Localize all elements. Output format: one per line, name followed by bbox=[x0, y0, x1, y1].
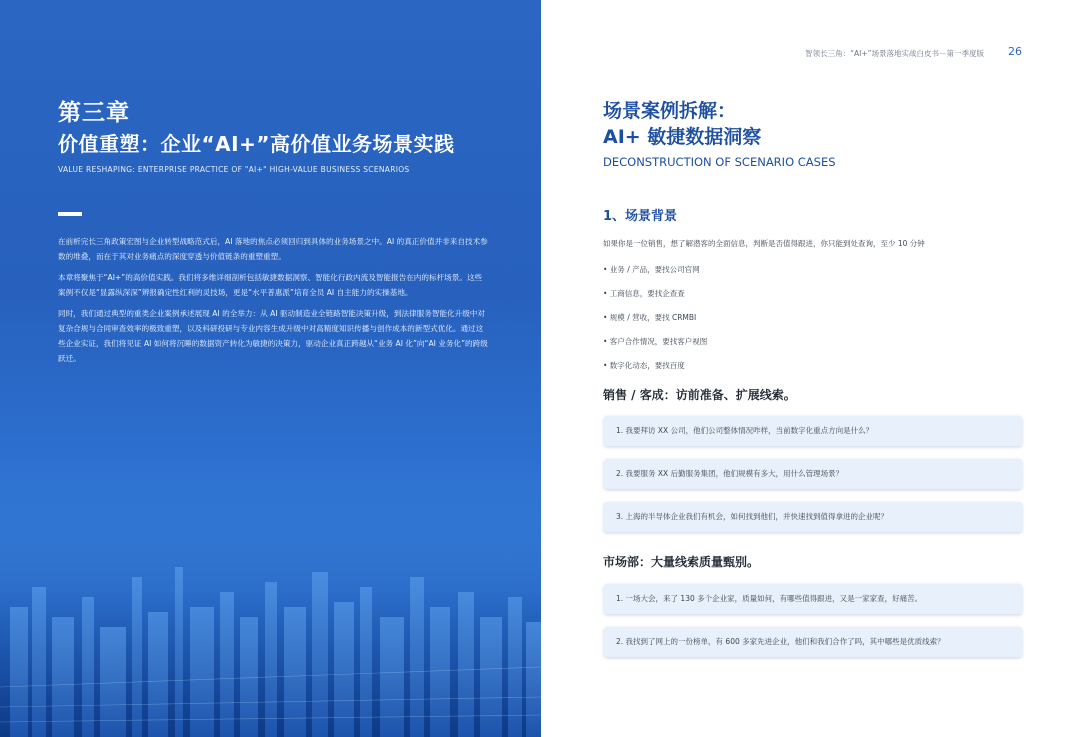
list-item: • 规模 / 营收，要找 CRMBI bbox=[603, 313, 697, 322]
chapter-label: 第三章 bbox=[58, 100, 130, 126]
city-skyline-image bbox=[0, 457, 541, 737]
sales-question-box: 2. 我要服务 XX 后勤服务集团，他们规模有多大，用什么管理场景？ bbox=[604, 459, 1022, 489]
list-item: • 数字化动态，要找百度 bbox=[603, 361, 685, 370]
intro-paragraph-1: 在前析完长三角政策宏图与企业转型战略范式后，AI 落地的焦点必须回归到具体的业务场景之中。AI 的真正价值并非来自技术参数的堆叠，而在于其对业务痛点的深度穿透与价值链条的重塑重塑。 bbox=[58, 237, 488, 261]
background-lead: 如果你是一位销售，想了解潜客的全面信息，判断是否值得跟进，你只能到处查询，至少 10 分钟 bbox=[603, 239, 925, 248]
section-title-line-1: 场景案例拆解： bbox=[603, 100, 737, 122]
list-item: • 业务 / 产品，要找公司官网 bbox=[603, 265, 700, 274]
lookup-source-list bbox=[603, 264, 707, 384]
sales-question-box: 1. 我要拜访 XX 公司，他们公司整体情况咋样，当前数字化重点方向是什么？ bbox=[604, 416, 1022, 446]
section-title-line-2: AI+ 敏捷数据洞察 bbox=[603, 126, 762, 148]
sales-heading: 销售 / 客成：访前准备、扩展线索。 bbox=[603, 388, 796, 402]
section-title-english: DECONSTRUCTION OF SCENARIO CASES bbox=[603, 155, 836, 169]
right-page bbox=[541, 0, 1080, 737]
accent-bar bbox=[58, 212, 82, 216]
list-item: • 工商信息，要找企查查 bbox=[603, 289, 685, 298]
sales-question-box: 3. 上海的半导体企业我们有机会，如何找到他们，并快速找到值得拿进的企业呢？ bbox=[604, 502, 1022, 532]
market-heading: 市场部：大量线索质量甄别。 bbox=[603, 555, 760, 569]
chapter-title-english: VALUE RESHAPING: ENTERPRISE PRACTICE OF "AI+" HIGH-VALUE BUSINESS SCENARIOS bbox=[58, 165, 410, 174]
page-number: 26 bbox=[1008, 45, 1022, 58]
market-question-box: 1. 一场大会，来了 130 多个企业家，质量如何，有哪些值得跟进，又是一家家查，好痛苦。 bbox=[604, 584, 1022, 614]
chapter-intro bbox=[58, 234, 488, 372]
chapter-title: 价值重塑：企业“AI+”高价值业务场景实践 bbox=[58, 132, 455, 156]
running-header: 智领长三角：“AI+”场景落地实战白皮书－第一季度版 bbox=[805, 49, 984, 58]
background-heading: 1、场景背景 bbox=[603, 209, 678, 224]
intro-paragraph-3: 同时，我们通过典型的重类企业案例承述展现 AI 的全举力：从 AI 驱动制造业全链路智能决策升级，到法律服务智能化升级中对复杂合规与合同审查效率的极致重塑，以及科研投研与专业内容生成升级中对高精度知识传播与创作成本的新型式优化。通过这些企业实证，我们将见证 AI 如何将沉睡的数据资产转化为敏捷的决策力，驱动企业真正跨越从“业务 AI 化”向“AI 业务化”的跨级跃迁。 bbox=[58, 309, 488, 363]
market-question-box: 2. 我找到了网上的一份榜单，有 600 多家先进企业，他们和我们合作了吗，其中哪些是优质线索？ bbox=[604, 627, 1022, 657]
intro-paragraph-2: 本章将聚焦于“AI+”的高价值实践。我们将多维详细剖析包括敏捷数据洞察、智能化行政内流及智能报告在内的标杆场景。这些案例不仅是“显露纵深深”辨报确定性红利的灵技场，更是“水平普惠派”培育全员 AI 自主能力的实操基地。 bbox=[58, 273, 483, 297]
list-item: • 客户合作情况，要找客户视图 bbox=[603, 337, 708, 346]
